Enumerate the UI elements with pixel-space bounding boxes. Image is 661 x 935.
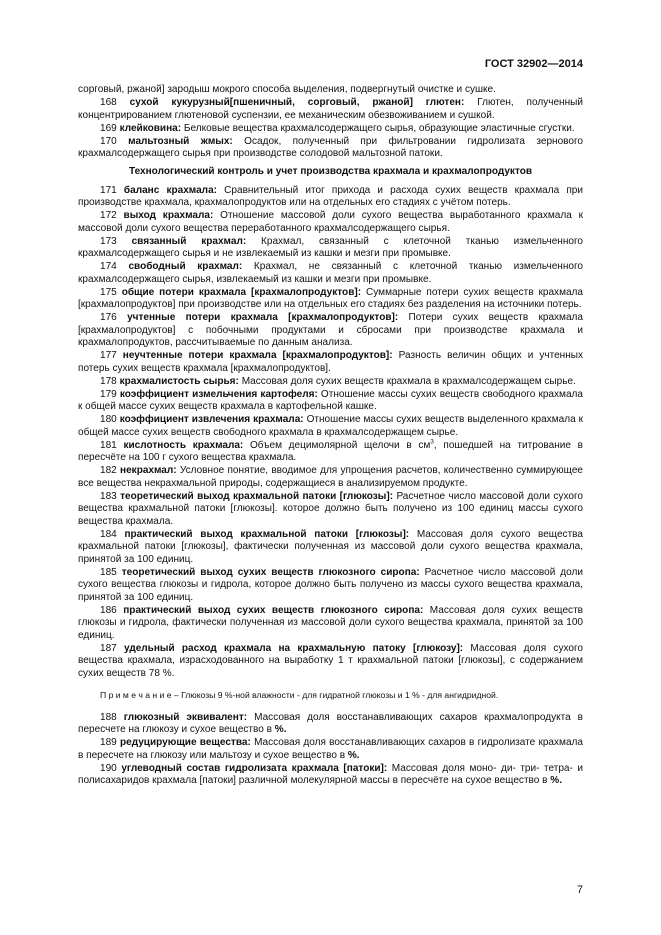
term-entry	[78, 376, 583, 388]
term-number: 168	[100, 97, 117, 109]
term-name: свободный крахмал:	[128, 261, 243, 273]
term-number: 175	[100, 286, 117, 298]
term-name: практический выход крахмальной патоки [глюкозы]:	[124, 528, 410, 540]
document-header: ГОСТ 32902—2014	[484, 58, 583, 70]
term-definition: Белковые вещества крахмалсодержащего сырья, образующие эластичные сгустки.	[183, 122, 575, 134]
term-number: 169	[100, 122, 117, 134]
term-entry	[78, 414, 583, 439]
term-name: кислотность крахмала:	[123, 439, 244, 451]
term-definition: Расчетное число массовой доли сухого вещества глюкозы и гидрола, которое должно быть получено из массы сухого вещества крахмала, принятой за 100 единиц.	[78, 566, 584, 603]
term-name: баланс крахмала:	[123, 184, 217, 196]
term-name: коэффициент измельчения картофеля:	[119, 388, 318, 400]
term-number: 189	[100, 737, 117, 749]
section-title: Технологический контроль и учет производства крахмала и крахмалопродуктов	[128, 165, 533, 177]
term-number: 179	[100, 388, 117, 400]
term-definition: Массовая доля сухого вещества крахмала, израсходованного на выработку 1 т крахмальной патоки [глюкозы], с содержанием сухих веществ 78 %.	[78, 642, 584, 679]
term-entry	[78, 491, 583, 528]
term-number: 188	[100, 711, 117, 723]
term-definition: Глютен, полученный концентрированием глютеновой суспензии, ее механическим обезвоживанием и сушкой.	[78, 97, 583, 121]
term-entry	[78, 567, 583, 604]
term-definition: Массовая доля сухих веществ крахмала в крахмалсодержащем сырье.	[241, 375, 576, 387]
term-number: 174	[100, 261, 117, 273]
term-number: 190	[100, 762, 117, 774]
term-name: редуцирующие вещества:	[119, 737, 251, 749]
term-definition: Массовая доля сухого вещества крахмальной патоки [глюкозы], фактически полученная из массовой доли сухого вещества крахмала, принятой за 100 единиц.	[78, 528, 583, 565]
term-entry	[78, 440, 583, 465]
term-definition: Отношение массы сухих веществ выделенного крахмала к общей массе сухих веществ свободного крахмала в крахмалсодержащем сырье.	[78, 414, 583, 438]
term-definition: Разность величин общих и учтенных потерь сухих веществ крахмала [крахмалопродуктов].	[78, 350, 583, 374]
term-entry	[78, 605, 583, 642]
term-entry	[78, 136, 583, 161]
term-name: теоретический выход сухих веществ глюкозного сиропа:	[121, 566, 420, 578]
term-definition: Крахмал, связанный с клеточной тканью измельченного крахмалсодержащего сырья и не извлекаемый из кашки и мезги при промывке.	[78, 235, 583, 260]
term-definition: Массовая доля восстанавливающих сахаров крахмалопродукта в пересчете на глюкозу и сухое вещество в	[78, 711, 584, 736]
term-name: клейковина:	[119, 122, 182, 134]
note: П р и м е ч а н и е – Глюкозы 9 %-ной влажности - для гидратной глюкозы и 1 % - для ангидридной.	[100, 690, 499, 701]
term-number: 180	[100, 414, 117, 426]
term-number: 173	[100, 235, 117, 247]
term-definition: Массовая доля восстанавливающих сахаров в гидролизате крахмала в пересчете на глюкозу или мальтозу и сухое вещество в	[78, 737, 583, 761]
term-definition: Суммарные потери сухих веществ крахмала [крахмалопродуктов] при производстве или на отдельных его стадиях без разделения на источники потерь.	[78, 286, 584, 311]
term-definition: Условное понятие, вводимое для упрощения расчетов, количественно суммирующее все вещества некрахмальной природы, содержащиеся в анализируемом продукте.	[78, 465, 583, 489]
term-definition: Крахмал, не связанный с клеточной тканью измельченного крахмалсодержащего сырья, извлекаемый из кашки и мезги при промывке.	[78, 261, 583, 285]
term-entry	[78, 236, 583, 261]
term-number: 177	[100, 350, 117, 362]
term-entry	[78, 350, 583, 375]
term-name: связанный крахмал:	[131, 235, 247, 247]
term-entry	[78, 97, 583, 122]
term-unit: %.	[347, 749, 360, 761]
term-definition: Массовая доля моно- ди- три- тетра- и полисахаридов крахмала [патоки] различной молекулярной массы в пересчёте на сухое вещество в	[78, 762, 584, 787]
intro-fragment: сорговый, ржаной] зародыш мокрого способа выделения, подвергнутый очистке и сушке.	[78, 84, 496, 95]
term-definition: Осадок, полученный при фильтровании гидролизата зернового крахмалсодержащего сырья при производстве солодовой мальтозной патоки.	[78, 135, 584, 160]
term-entry	[78, 737, 583, 762]
term-number: 181	[100, 439, 117, 451]
terms-list-2	[78, 712, 583, 788]
term-name: некрахмал:	[120, 465, 177, 477]
superscript: 3	[430, 438, 434, 446]
term-definition: Отношение массовой доли сухого вещества выработанного крахмала к массовой доли сухого вещества переработанного крахмалсодержащего сырья.	[78, 210, 583, 234]
term-name: теоретический выход крахмальной патоки [глюкозы]:	[120, 490, 394, 502]
term-entry	[78, 763, 583, 788]
term-unit: %.	[550, 775, 563, 787]
term-number: 184	[100, 528, 117, 540]
term-number: 182	[100, 465, 117, 477]
term-name: удельный расход крахмала на крахмальную патоку [глюкозу]:	[124, 642, 464, 654]
term-name: коэффициент извлечения крахмала:	[119, 414, 304, 426]
term-definition: Массовая доля сухих веществ глюкозы и гидрола, фактически полученная из массовой доли сухого вещества крахмала, принятой за 100 единиц.	[78, 604, 584, 641]
term-name: учтенные потери крахмала [крахмалопродуктов]:	[127, 312, 399, 324]
term-entry	[78, 185, 583, 210]
term-number: 178	[100, 375, 117, 387]
term-name: практический выход сухих веществ глюкозного сиропа:	[123, 604, 424, 616]
page-number: 7	[576, 884, 583, 896]
term-entry	[78, 123, 583, 135]
term-number: 170	[100, 135, 117, 147]
term-number: 172	[100, 210, 117, 222]
term-number: 185	[100, 566, 117, 578]
term-entry	[78, 261, 583, 286]
term-definition: Отношение массы сухих веществ свободного крахмала к общей массе сухих веществ крахмала в картофельной кашке.	[78, 388, 583, 413]
term-number: 176	[100, 312, 117, 324]
term-name: мальтозный жмых:	[128, 135, 233, 147]
term-entry	[78, 312, 583, 349]
term-entry	[78, 643, 583, 680]
term-entry	[78, 287, 583, 312]
term-name: углеводный состав гидролизата крахмала [патоки]:	[121, 762, 388, 774]
term-unit: %.	[274, 724, 287, 736]
term-entry	[78, 389, 583, 414]
term-number: 186	[100, 604, 117, 616]
term-entry	[78, 210, 583, 235]
term-number: 187	[100, 642, 117, 654]
term-entry	[78, 712, 583, 737]
term-name: глюкозный эквивалент:	[123, 711, 248, 723]
term-definition: Объем децимолярной щелочи в см	[249, 439, 431, 451]
term-name: сухой кукурузный[пшеничный, сорговый, ржаной] глютен:	[129, 97, 465, 109]
term-name: неучтенные потери крахмала [крахмалопродуктов]:	[122, 350, 393, 362]
terms-list	[78, 97, 583, 680]
term-definition: Расчетное число массовой доли сухого вещества крахмальной патоки [глюкозы]. которое должно быть получено из 100 единиц массы сухого вещества крахмала.	[78, 490, 583, 527]
term-definition: Потери сухих веществ крахмала [крахмалопродуктов] с побочными продуктами и сбросами при производстве крахмала и крахмалопродуктов, рассчитываемые по данным анализа.	[78, 312, 584, 349]
term-entry	[78, 529, 583, 566]
term-name: общие потери крахмала [крахмалопродуктов]:	[121, 286, 362, 298]
term-name: крахмалистость сырья:	[119, 375, 239, 387]
term-number: 183	[100, 490, 117, 502]
term-number: 171	[100, 184, 117, 196]
term-name: выход крахмала:	[123, 210, 214, 222]
term-entry	[78, 465, 583, 490]
term-definition: Сравнительный итог прихода и расхода сухих веществ крахмала при производстве крахмала, крахмалопродуктов или на отдельных его стадиях с учётом потерь.	[78, 184, 583, 209]
term-definition-cont: , пошедшей на титрование в пересчёте на 100 г сухого вещества крахмала.	[78, 439, 583, 464]
page-body	[78, 84, 583, 788]
